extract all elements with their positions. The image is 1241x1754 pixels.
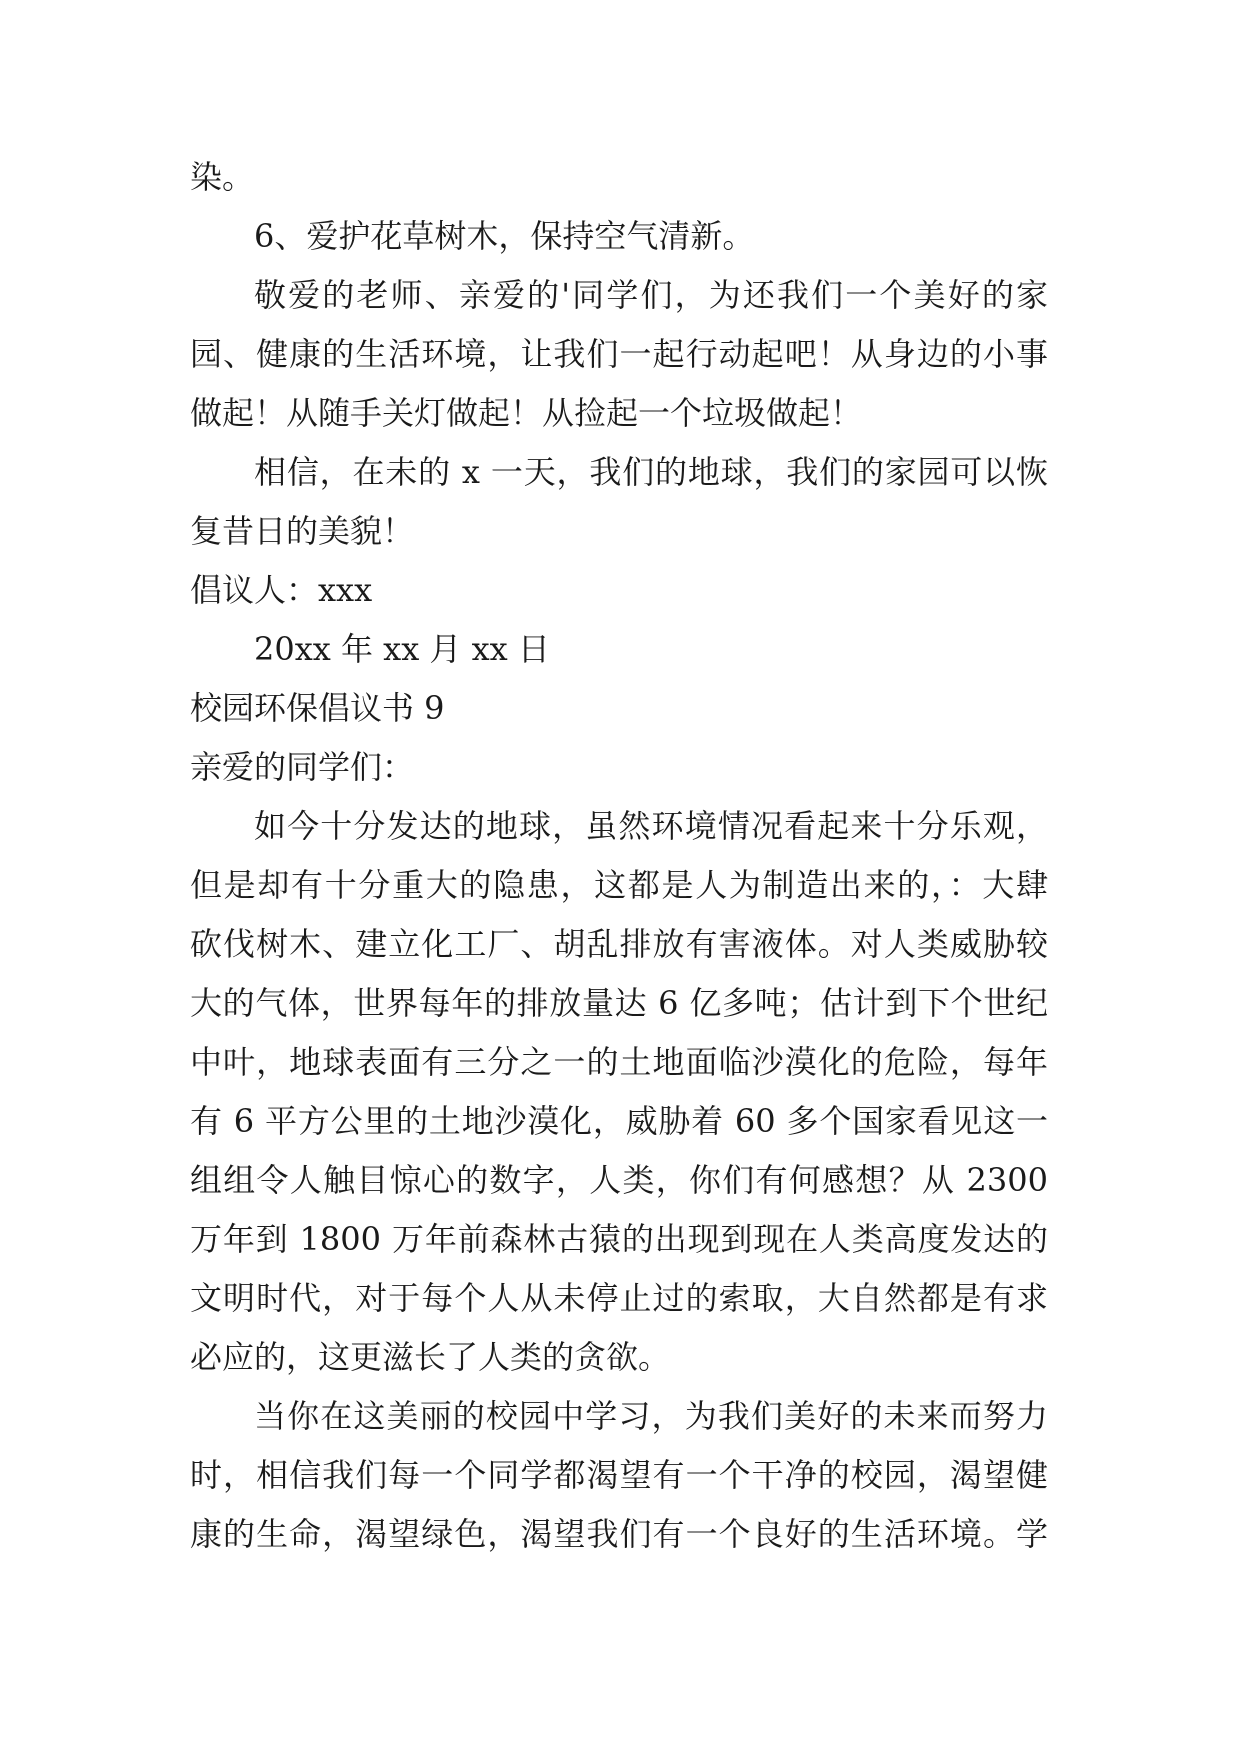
text-line: 康的生命，渴望绿色，渴望我们有一个良好的生活环境。学 <box>190 1515 1048 1553</box>
text-line: 中叶，地球表面有三分之一的土地面临沙漠化的危险，每年 <box>190 1043 1048 1081</box>
text-line: 有 6 平方公里的土地沙漠化，威胁着 60 多个国家看见这一 <box>190 1102 1048 1140</box>
text-line: 时，相信我们每一个同学都渴望有一个干净的校园，渴望健 <box>190 1456 1048 1494</box>
text-line: 必应的，这更滋长了人类的贪欲。 <box>190 1338 671 1376</box>
text-line: 砍伐树木、建立化工厂、胡乱排放有害液体。对人类威胁较 <box>190 925 1048 963</box>
text-line: 但是却有十分重大的隐患，这都是人为制造出来的，：大肆 <box>190 866 1048 904</box>
text-line: 园、健康的生活环境，让我们一起行动起吧！从身边的小事 <box>190 335 1048 373</box>
text-line: 敬爱的老师、亲爱的'同学们，为还我们一个美好的家 <box>254 276 1048 314</box>
text-line: 做起！从随手关灯做起！从捡起一个垃圾做起！ <box>190 394 863 432</box>
date-line: 20xx 年 xx 月 xx 日 <box>254 630 550 668</box>
text-line: 组组令人触目惊心的数字，人类，你们有何感想？从 2300 <box>190 1161 1048 1199</box>
text-line: 复昔日的美貌！ <box>190 512 415 550</box>
text-line: 万年到 1800 万年前森林古猿的出现到现在人类高度发达的 <box>190 1220 1048 1258</box>
section-title: 校园环保倡议书 9 <box>190 689 445 727</box>
text-line: 当你在这美丽的校园中学习，为我们美好的未来而努力 <box>254 1397 1048 1435</box>
text-line: 如今十分发达的地球，虽然环境情况看起来十分乐观， <box>254 807 1048 845</box>
text-line: 大的气体，世界每年的排放量达 6 亿多吨；估计到下个世纪 <box>190 984 1048 1022</box>
salutation: 亲爱的同学们： <box>190 748 415 786</box>
text-line: 文明时代，对于每个人从未停止过的索取，大自然都是有求 <box>190 1279 1048 1317</box>
text-line: 相信，在未的 x 一天，我们的地球，我们的家园可以恢 <box>254 453 1048 491</box>
text-line: 6、爱护花草树木，保持空气清新。 <box>254 217 755 255</box>
text-line: 染。 <box>190 158 255 196</box>
text-line: 倡议人：xxx <box>190 571 373 609</box>
